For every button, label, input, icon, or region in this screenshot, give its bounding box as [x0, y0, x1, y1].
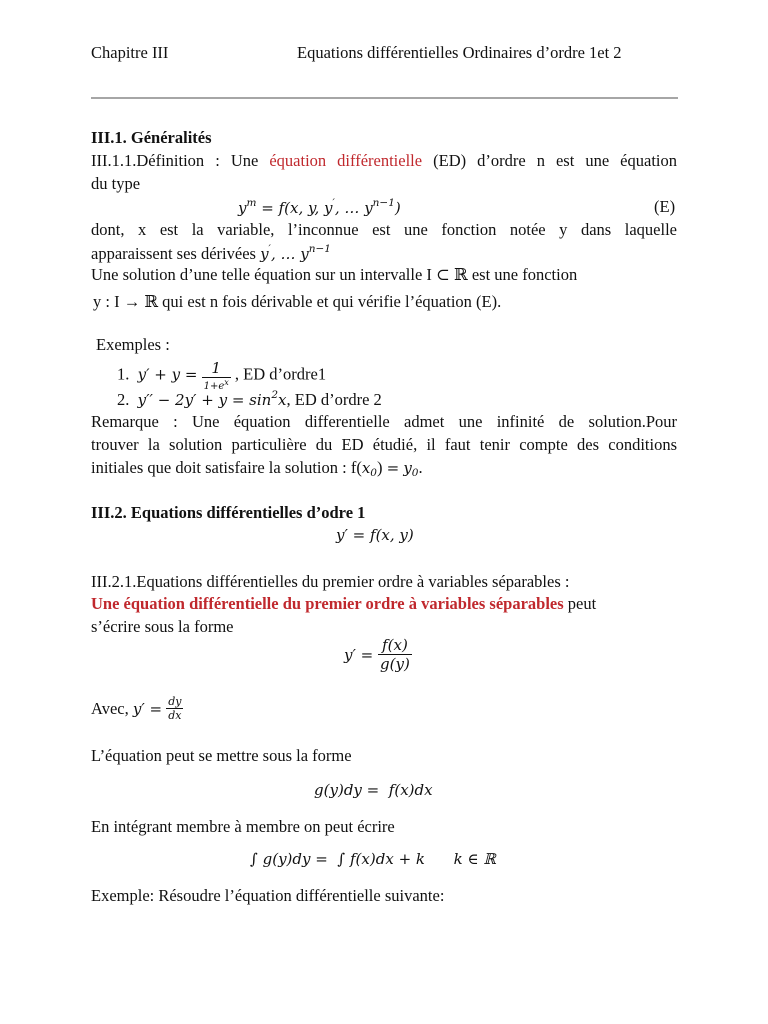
avec-line: Avec, y′ = $\frac{dy}{dx}$: [91, 695, 182, 722]
definition-line-2: du type: [91, 174, 141, 193]
peut-mettre-line: L’équation peut se mettre sous la forme: [91, 746, 352, 765]
header-chapter: Chapitre III: [91, 43, 169, 62]
example-1: 1. y′ + y = $\frac{1}{1+e^x}$ , ED d’ordre1: [117, 359, 327, 392]
remark-line-3: initiales que doit satisfaire la solution : $f(x_0) = y_0$.: [91, 458, 423, 479]
subsection-heading: III.2.1.Equations différentielles du premier ordre à variables séparables :: [91, 572, 570, 591]
examples-label: Exemples :: [96, 335, 170, 354]
example-2: 2. $y'' - 2y' + y = \sin^2x$, ED d’ordre 2: [117, 389, 382, 409]
solution-line-2: y : I → ℝ qui est n fois dérivable et qui vérifie l’équation (E).: [93, 292, 502, 311]
equation-separable: y′ = $\frac{f(x)}{g(y)}$: [344, 636, 410, 673]
equation-yprime: y′ = f(x, y): [336, 526, 414, 544]
remark-line-2: trouver la solution particulière du ED étudié, il faut tenir compte des conditions: [91, 435, 677, 454]
equation-integral: ∫ g(y)dy = ∫ f(x)dx + k k ∈ ℝ: [250, 850, 496, 868]
solution-line-1: Une solution d’une telle équation sur un intervalle I ⊂ ℝ est une fonction: [91, 265, 578, 284]
derivatives-line: apparaissent ses dérivées y′, … $y^{n-1}$: [91, 243, 331, 263]
red-sentence-line: Une équation différentielle du premier ordre à variables séparables peut: [91, 594, 597, 613]
remark-line-1: Remarque : Une équation differentielle admet une infinité de solution.Pour: [91, 412, 677, 431]
integrant-line: En intégrant membre à membre on peut écrire: [91, 817, 395, 836]
equation-E: $y^m = f(x$, y, y′, … $y^{n-1}$): [238, 197, 401, 217]
section-heading-ordre1: III.2. Equations différentielles d’odre 1: [91, 503, 366, 522]
equation-label: (E): [654, 197, 676, 216]
header-divider: [91, 97, 678, 99]
section-heading-generalites: III.1. Généralités: [91, 128, 212, 147]
form-line: s’écrire sous la forme: [91, 617, 234, 636]
highlight-term: équation différentielle: [269, 151, 423, 170]
header-title: Equations différentielles Ordinaires d’ordre 1et 2: [297, 43, 622, 62]
equation-gdy-fdx: g(y)dy = f(x)dx: [314, 781, 433, 799]
example-line: Exemple: Résoudre l’équation différentielle suivante:: [91, 886, 445, 905]
dont-line: dont, x est la variable, l’inconnue est une fonction notée y dans laquelle: [91, 220, 677, 239]
definition-line: III.1.1.Définition : Une équation différentielle (ED) d’ordre n est une équation: [91, 151, 678, 170]
